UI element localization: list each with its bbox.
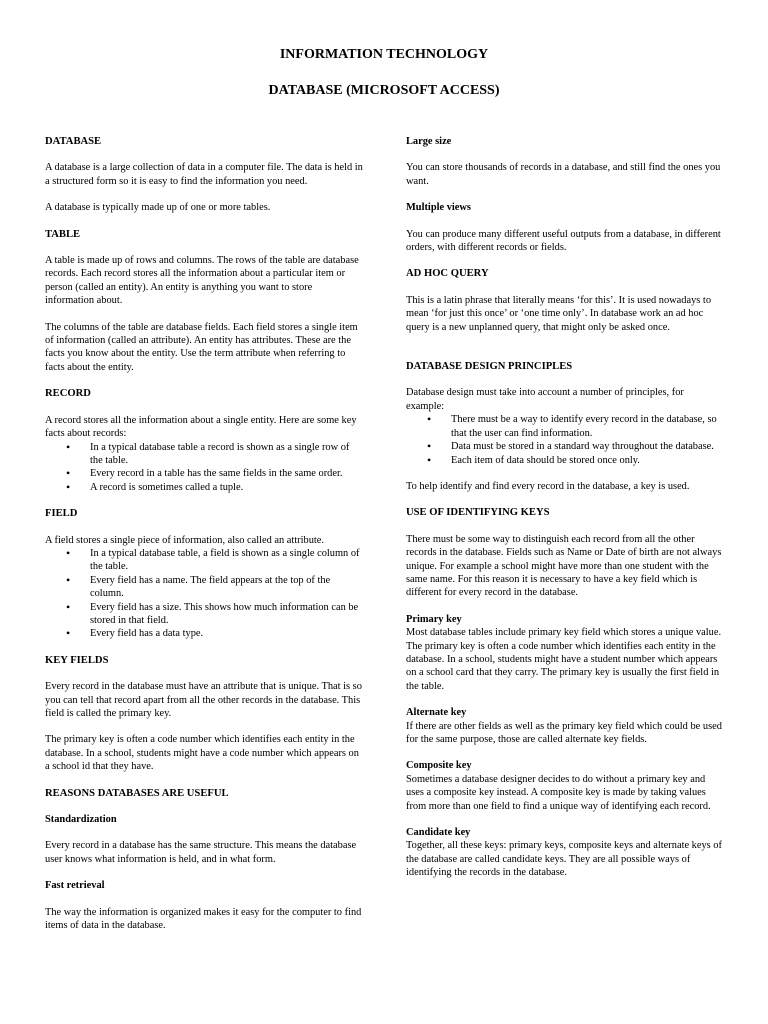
- paragraph: To help identify and find every record in the database, a key is used.: [406, 480, 690, 492]
- paragraph: You can store thousands of records in a database, and still find the ones you want.: [406, 162, 721, 187]
- list-item: • Every field has a data type.: [90, 627, 363, 640]
- paragraph: Most database tables include primary key field which stores a unique value. The primary key is often a code number which identifies each entity in the database. In a school, students might have a student number which appears on a school card that they carry. The primary key is usually the first field in the table.: [406, 627, 722, 692]
- paragraph: A field stores a single piece of information, also called an attribute.: [45, 534, 325, 546]
- subheading-candidate-key: Candidate key: [406, 827, 471, 839]
- subheading-standardization: Standardization: [45, 814, 117, 826]
- list-item: • Every record in a table has the same fields in the same order.: [90, 467, 363, 480]
- spacer: [406, 347, 724, 360]
- list-item: • In a typical database table, a field is shown as a single column of the table.: [90, 547, 363, 574]
- paragraph: Every record in a database has the same structure. This means the database user knows what information is held, and in what form.: [45, 840, 357, 865]
- section-heading-ad-hoc-query: AD HOC QUERY: [406, 268, 489, 280]
- list-item: • Every field has a size. This shows how much information can be stored in that field.: [90, 601, 363, 628]
- paragraph: If there are other fields as well as the primary key field which could be used for the same purpose, those are called alternate key fields.: [406, 720, 722, 745]
- list-item: • A record is sometimes called a tuple.: [90, 481, 363, 494]
- paragraph: A record stores all the information about a single entity. Here are some key facts about records:: [45, 414, 357, 440]
- paragraph: Together, all these keys: primary keys, composite keys and alternate keys of the database are called candidate keys. They are all possible ways of identifying the records in the database.: [406, 840, 722, 879]
- paragraph: This is a latin phrase that literally means ‘for this’. It is used nowadays to mean ‘for just this once’ or ‘one time only’. In database work an ad hoc query is a new unplanned query, that might only be asked once.: [406, 294, 712, 333]
- subheading-alternate-key: Alternate key: [406, 707, 467, 719]
- bullet-list-field: [45, 547, 363, 641]
- paragraph: A database is typically made up of one or more tables.: [45, 202, 271, 214]
- list-item: • Every field has a name. The field appears at the top of the column.: [90, 574, 363, 601]
- bullet-list-design: [406, 413, 724, 467]
- paragraph: There must be some way to distinguish each record from all the other records in the database. Fields such as Name or Date of birth are not always unique. For example a school might have more than one student with the same name. For this reason it is necessary to have a key field which is different for every record in the database.: [406, 533, 722, 599]
- document-title: INFORMATION TECHNOLOGY: [279, 47, 489, 62]
- paragraph: Database design must take into account a number of principles, for example:: [406, 387, 684, 412]
- subheading-primary-key: Primary key: [406, 613, 462, 625]
- section-heading-key-fields: KEY FIELDS: [45, 654, 109, 666]
- section-heading-design-principles: DATABASE DESIGN PRINCIPLES: [406, 361, 573, 373]
- paragraph: The way the information is organized makes it easy for the computer to find items of data in the database.: [45, 906, 362, 932]
- left-column: [45, 135, 363, 945]
- section-heading-database: DATABASE: [45, 136, 102, 147]
- subheading-composite-key: Composite key: [406, 760, 472, 772]
- paragraph: You can produce many different useful outputs from a database, in different orders, with different records or fields.: [406, 228, 721, 254]
- paragraph: Every record in the database must have an attribute that is unique. That is so you can tell that record apart from all the other records in the database. This field is called the primary key.: [45, 681, 362, 719]
- right-column: [406, 135, 724, 893]
- list-item: • In a typical database table a record is shown as a single row of the table.: [90, 441, 363, 468]
- bullet-list-record: [45, 441, 363, 495]
- section-heading-table: TABLE: [45, 228, 81, 240]
- list-item: • Each item of data should be stored once only.: [451, 454, 724, 467]
- list-item: • Data must be stored in a standard way throughout the database.: [451, 440, 724, 453]
- paragraph: The columns of the table are database fields. Each field stores a single item of information (called an attribute). An entity has attributes. These are the facts you know about the entity. Use the term attribute when referring to facts about the entity.: [45, 321, 358, 373]
- section-heading-record: RECORD: [45, 388, 91, 400]
- paragraph: Sometimes a database designer decides to do without a primary key and uses a composite key instead. A composite key is made by taking values from more than one field to find a unique way of identifying each record.: [406, 773, 711, 812]
- paragraph: A database is a large collection of data in a computer file. The data is held in a structured form so it is easy to find the information you need.: [45, 162, 363, 187]
- section-heading-field: FIELD: [45, 508, 78, 520]
- paragraph: A table is made up of rows and columns. The rows of the table are database records. Each record stores all the information about a particular item or person (called an entity). An entity is anything you want to store information about.: [45, 255, 359, 307]
- subheading-fast-retrieval: Fast retrieval: [45, 880, 105, 892]
- subheading-large-size: Large size: [406, 136, 452, 147]
- paragraph: The primary key is often a code number which identifies each entity in the database. In a school, students might have a code number which appears on a school id that they have.: [45, 734, 359, 773]
- list-item: • There must be a way to identify every record in the database, so that the user can find information.: [451, 413, 724, 440]
- section-heading-reasons: REASONS DATABASES ARE USEFUL: [45, 787, 229, 799]
- subheading-multiple-views: Multiple views: [406, 202, 471, 214]
- document-subtitle: DATABASE (MICROSOFT ACCESS): [268, 83, 500, 98]
- section-heading-identifying-keys: USE OF IDENTIFYING KEYS: [406, 507, 550, 519]
